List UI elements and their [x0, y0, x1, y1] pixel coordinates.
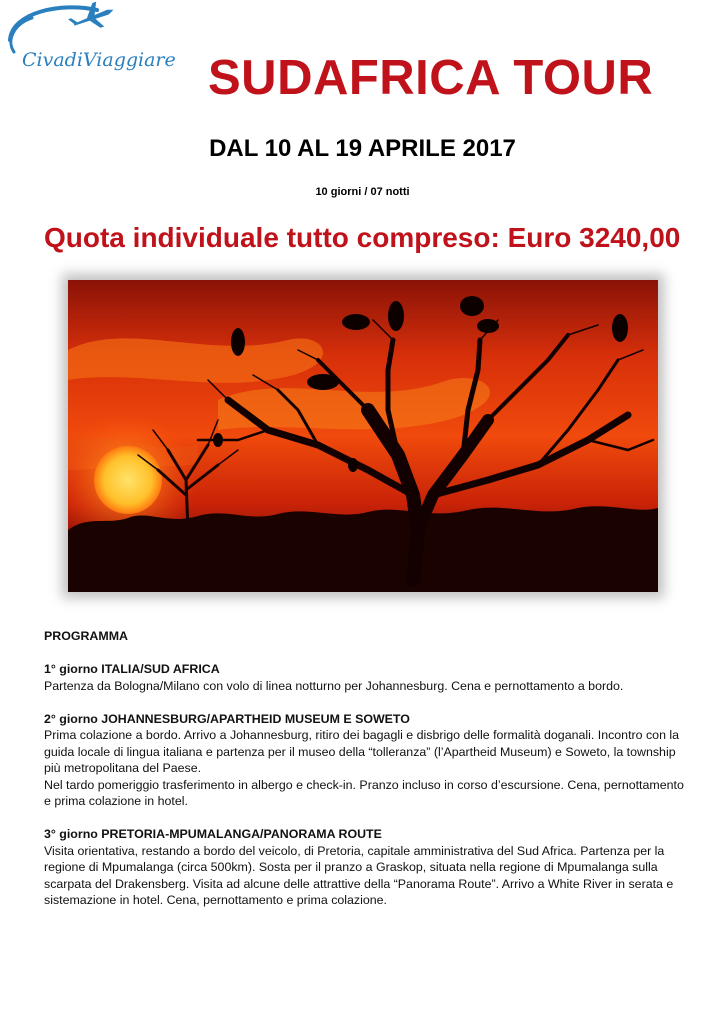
day-title: 3° giorno PRETORIA-MPUMALANGA/PANORAMA ROUTE [44, 827, 382, 841]
logo-text: CivadiViaggiare [22, 49, 176, 71]
program-heading: PROGRAMMA [44, 629, 128, 643]
tour-dates-text: DAL 10 AL 19 APRILE 2017 [209, 135, 516, 162]
tour-price: Quota individuale tutto compreso: Euro 3240,00 [44, 222, 681, 253]
sunset-acacia-birds-photo [68, 280, 658, 592]
tour-program [44, 628, 694, 925]
page-title: SUDAFRICA TOUR [208, 51, 654, 105]
brand-logo [2, 0, 192, 80]
program-day [44, 711, 694, 810]
day-description: Nel tardo pomeriggio trasferimento in albergo e check-in. Pranzo incluso in corso d’escursione. Cena, pernottamento e prima colazione in hotel. [44, 777, 684, 808]
airplane-logo-icon [2, 0, 192, 80]
tour-dates [0, 135, 725, 163]
program-day [44, 661, 694, 694]
day-description: Prima colazione a bordo. Arrivo a Johannesburg, ritiro dei bagagli e disbrigo delle formalità doganali. Incontro con la guida locale di lingua italiana e partenza per il museo della “tolleranza” (l’Apartheid Museum) e Soweto, la township più metropolitana del Paese. [44, 728, 680, 775]
program-day [44, 826, 694, 909]
day-title: 2° giorno JOHANNESBURG/APARTHEID MUSEUM E SOWETO [44, 711, 410, 726]
day-title: 1° giorno ITALIA/SUD AFRICA [44, 662, 220, 676]
day-description: Partenza da Bologna/Milano con volo di linea notturno per Johannesburg. Cena e pernottamento a bordo. [44, 678, 624, 693]
day-description: Visita orientativa, restando a bordo del veicolo, di Pretoria, capitale amministrativa del Sud Africa. Partenza per la regione di Mpumalanga (circa 500km). Sosta per il pranzo a Graskop, situata nella regione di Mpumalanga sulla scarpata del Drakensberg. Visita ad alcune delle attrattive della “Panorama Route”. Arrivo a White River in serata e sistemazione in hotel. Cena, pernottamento e prima colazione. [44, 843, 674, 907]
tour-duration: 10 giorni / 07 notti [315, 186, 410, 198]
